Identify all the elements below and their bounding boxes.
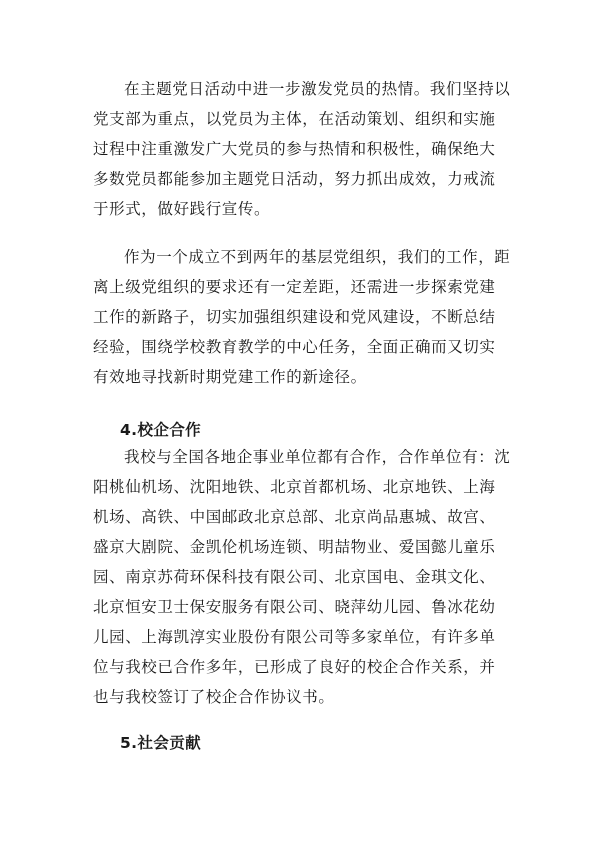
text-line: 工作的新路子，切实加强组织建设和党风建设，不断总结 [93,308,496,326]
section-heading-school-enterprise: 4.校企合作 [120,421,202,439]
text-line: 有效地寻找新时期党建工作的新途径。 [93,368,367,386]
text-line: 于形式，做好践行宣传。 [93,200,271,218]
text-line: 经验，围绕学校教育教学的中心任务，全面正确而又切实 [93,338,496,356]
text-line: 也与我校签订了校企合作协议书。 [93,688,335,706]
text-line: 多数党员都能参加主题党日活动，努力抓出成效，力戒流 [93,170,496,188]
text-line: 我校与全国各地企事业单位都有合作，合作单位有：沈 [124,448,511,466]
text-line: 园、南京苏荷环保科技有限公司、北京国电、金琪文化、 [93,568,496,586]
text-line: 过程中注重激发广大党员的参与热情和积极性，确保绝大 [93,140,496,158]
text-line: 北京恒安卫士保安服务有限公司、晓萍幼儿园、鲁冰花幼 [93,598,496,616]
text-line: 位与我校已合作多年，已形成了良好的校企合作关系，并 [93,658,496,676]
text-line: 机场、高铁、中国邮政北京总部、北京尚品惠城、故宫、 [93,508,496,526]
paragraph-school-enterprise-cooperation [93,442,513,712]
section-heading-social-contribution: 5.社会贡献 [120,734,202,752]
paragraph-grassroots-organization [93,242,513,392]
paragraph-party-day-enthusiasm [93,74,513,224]
text-line: 阳桃仙机场、沈阳地铁、北京首都机场、北京地铁、上海 [93,478,496,496]
text-line: 离上级党组织的要求还有一定差距，还需进一步探索党建 [93,278,496,296]
text-line: 儿园、上海凯淳实业股份有限公司等多家单位，有许多单 [93,628,496,646]
text-line: 作为一个成立不到两年的基层党组织，我们的工作，距 [124,248,511,266]
text-line: 党支部为重点，以党员为主体，在活动策划、组织和实施 [93,110,496,128]
text-line: 盛京大剧院、金凯伦机场连锁、明喆物业、爱国懿儿童乐 [93,538,496,556]
text-line: 在主题党日活动中进一步激发党员的热情。我们坚持以 [124,80,511,98]
